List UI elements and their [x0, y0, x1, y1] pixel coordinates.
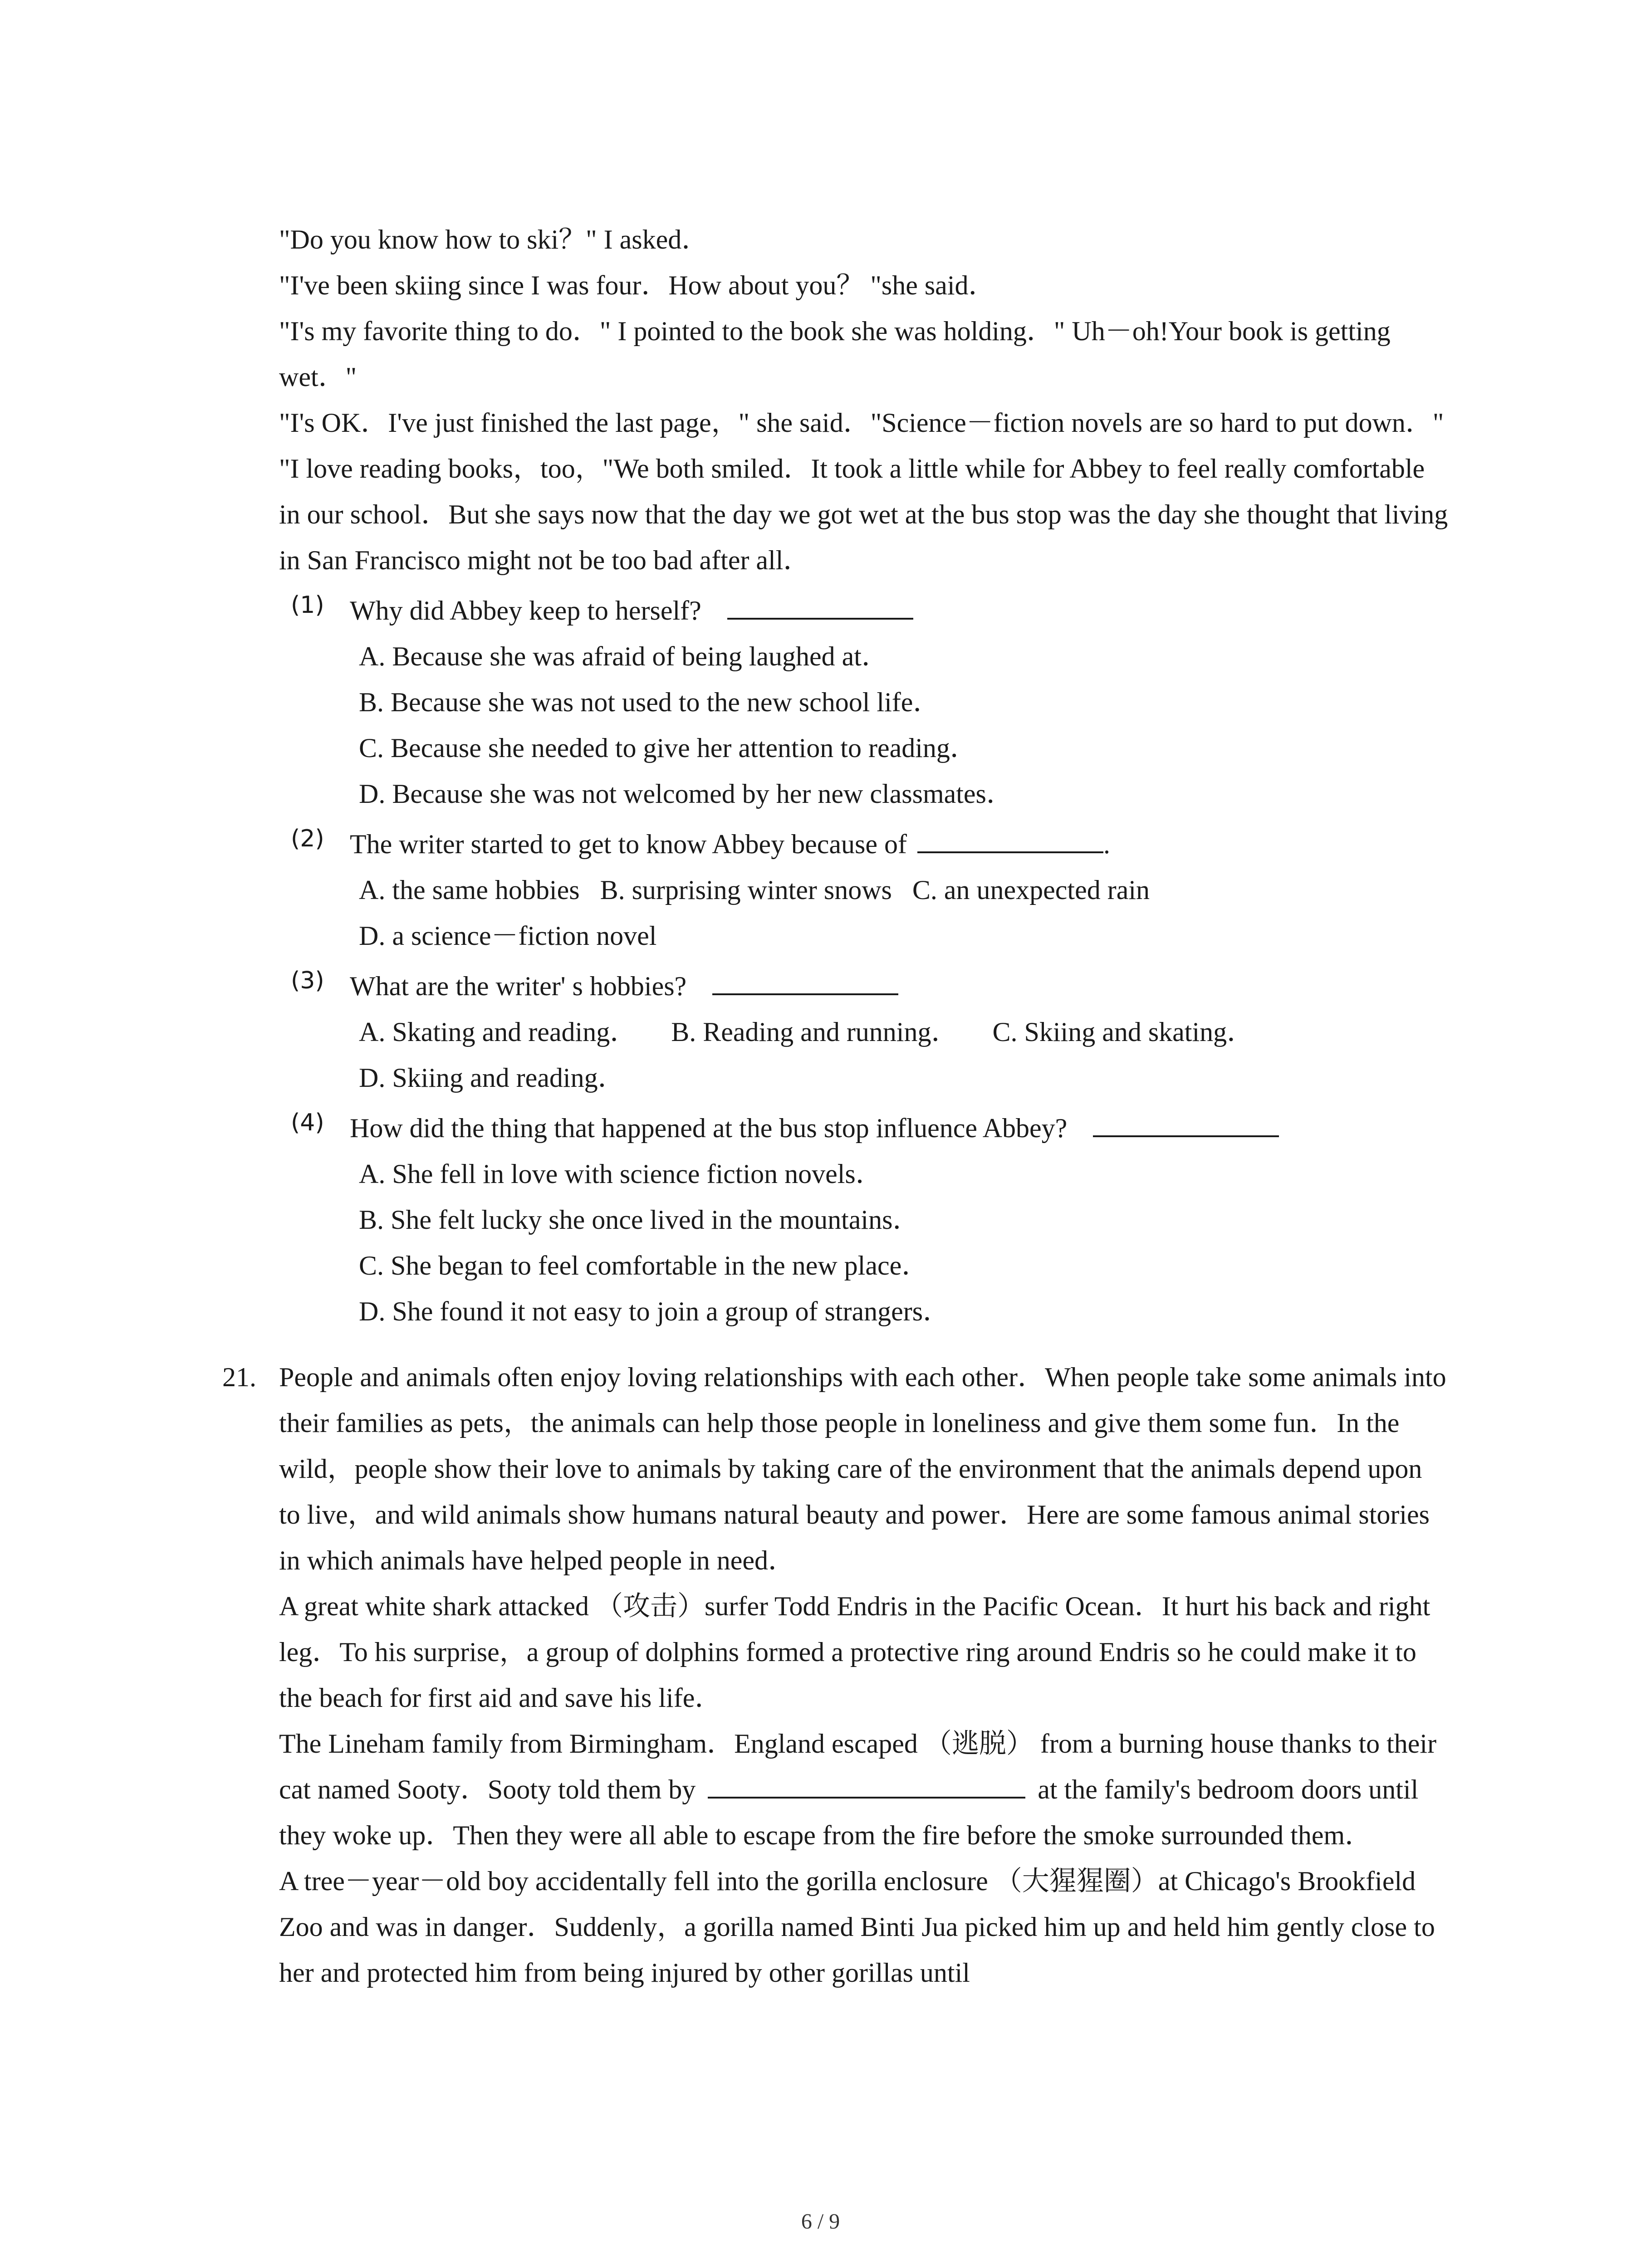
question-stem: Why did Abbey keep to herself?	[350, 596, 701, 626]
item-number: 21.	[222, 1362, 256, 1392]
question-number: (4)	[291, 1109, 324, 1136]
option-d: D. a science－fiction novel	[359, 921, 657, 951]
question-2	[279, 821, 1450, 867]
option-c: C. Because she needed to give her attention to reading．	[359, 733, 977, 763]
question-4	[279, 1105, 1450, 1151]
dialogue-line-1: "Do you know how to ski？" I asked．	[279, 225, 709, 254]
dialogue-line-2: "I've been skiing since I was four．How about you？ "she said．	[279, 270, 996, 300]
answer-blank[interactable]	[917, 826, 1103, 853]
options-row: A. Skating and reading． B. Reading and running． C. Skiing and skating．	[359, 1017, 1254, 1047]
question-stem: The writer started to get to know Abbey because of	[350, 829, 907, 859]
paragraph-3-part-b: at the family's bedroom doors until they woke up．Then they were all able to escape from the fire before the smoke surrounded them．	[279, 1774, 1419, 1850]
dialogue-line-4: "I's OK．I've just finished the last page，" she said．"Science－fiction novels are so hard to put down．"	[279, 408, 1444, 438]
dialogue-line-5: "I love reading books，too，"We both smiled．It took a little while for Abbey to feel really comfortable in our school．But she says now that the day we got wet at the bus stop was the day she thought that living in San Francisco might not be too bad after all．	[279, 454, 1448, 575]
paragraph-3-part-a: The Lineham family from Birmingham．England escaped （逃脱） from a burning house thanks to their cat named Sooty．Sooty told them by	[279, 1729, 1437, 1804]
option-d: D. Because she was not welcomed by her new classmates．	[359, 779, 1014, 809]
option-c: C. She began to feel comfortable in the new place．	[359, 1251, 929, 1281]
item-21-paragraph-2: A great white shark attacked （攻击）surfer Todd Endris in the Pacific Ocean．It hurt his back and right leg．To his surprise，a group of dolphins formed a protective ring around Endris so he could make it to the beach for first aid and save his life．	[279, 1591, 1430, 1713]
option-d: D. Skiing and reading．	[359, 1063, 625, 1093]
option-b: B. Because she was not used to the new school life．	[359, 687, 941, 717]
item-21-paragraph-1: People and animals often enjoy loving relationships with each other．When people take some animals into their families as pets，the animals can help those people in loneliness and give them some fun．In the wild，people show their love to animals by taking care of the environment that the animals depend upon to live，and wild animals show humans natural beauty and power．Here are some famous animal stories in which animals have helped people in need．	[279, 1362, 1446, 1575]
passage-text	[222, 217, 1450, 1996]
question-number: (3)	[291, 967, 324, 994]
question-1	[279, 588, 1450, 634]
fill-blank[interactable]	[708, 1771, 1025, 1799]
option-a: A. She fell in love with science fiction novels．	[359, 1159, 883, 1189]
item-21-paragraph-4: A tree－year－old boy accidentally fell into the gorilla enclosure （大猩猩圈）at Chicago's Brookfield Zoo and was in danger．Suddenly，a gorilla named Binti Jua picked him up and held him gently close to her and protected him from being injured by other gorillas until	[279, 1866, 1435, 1988]
option-d: D. She found it not easy to join a group of strangers．	[359, 1296, 950, 1326]
option-a: A. Because she was afraid of being laughed at．	[359, 641, 889, 671]
dialogue-line-3: "I's my favorite thing to do．" I pointed to the book she was holding．" Uh－oh!Your book is getting wet．"	[279, 316, 1391, 392]
option-b: B. She felt lucky she once lived in the mountains．	[359, 1205, 920, 1235]
answer-blank[interactable]	[712, 968, 898, 995]
reading-item-21	[222, 1354, 1450, 1996]
question-3	[279, 963, 1450, 1009]
options-row: A. the same hobbies B. surprising winter snows C. an unexpected rain	[359, 875, 1150, 905]
answer-blank[interactable]	[1093, 1110, 1279, 1137]
item-21-paragraph-3	[279, 1721, 1450, 1858]
period: .	[1103, 829, 1110, 859]
page-number: 6 / 9	[801, 2209, 840, 2234]
question-stem: What are the writer' s hobbies?	[350, 971, 687, 1001]
question-stem: How did the thing that happened at the bus stop influence Abbey?	[350, 1113, 1068, 1143]
question-number: (1)	[291, 591, 324, 619]
answer-blank[interactable]	[727, 592, 913, 620]
question-number: (2)	[291, 825, 324, 852]
